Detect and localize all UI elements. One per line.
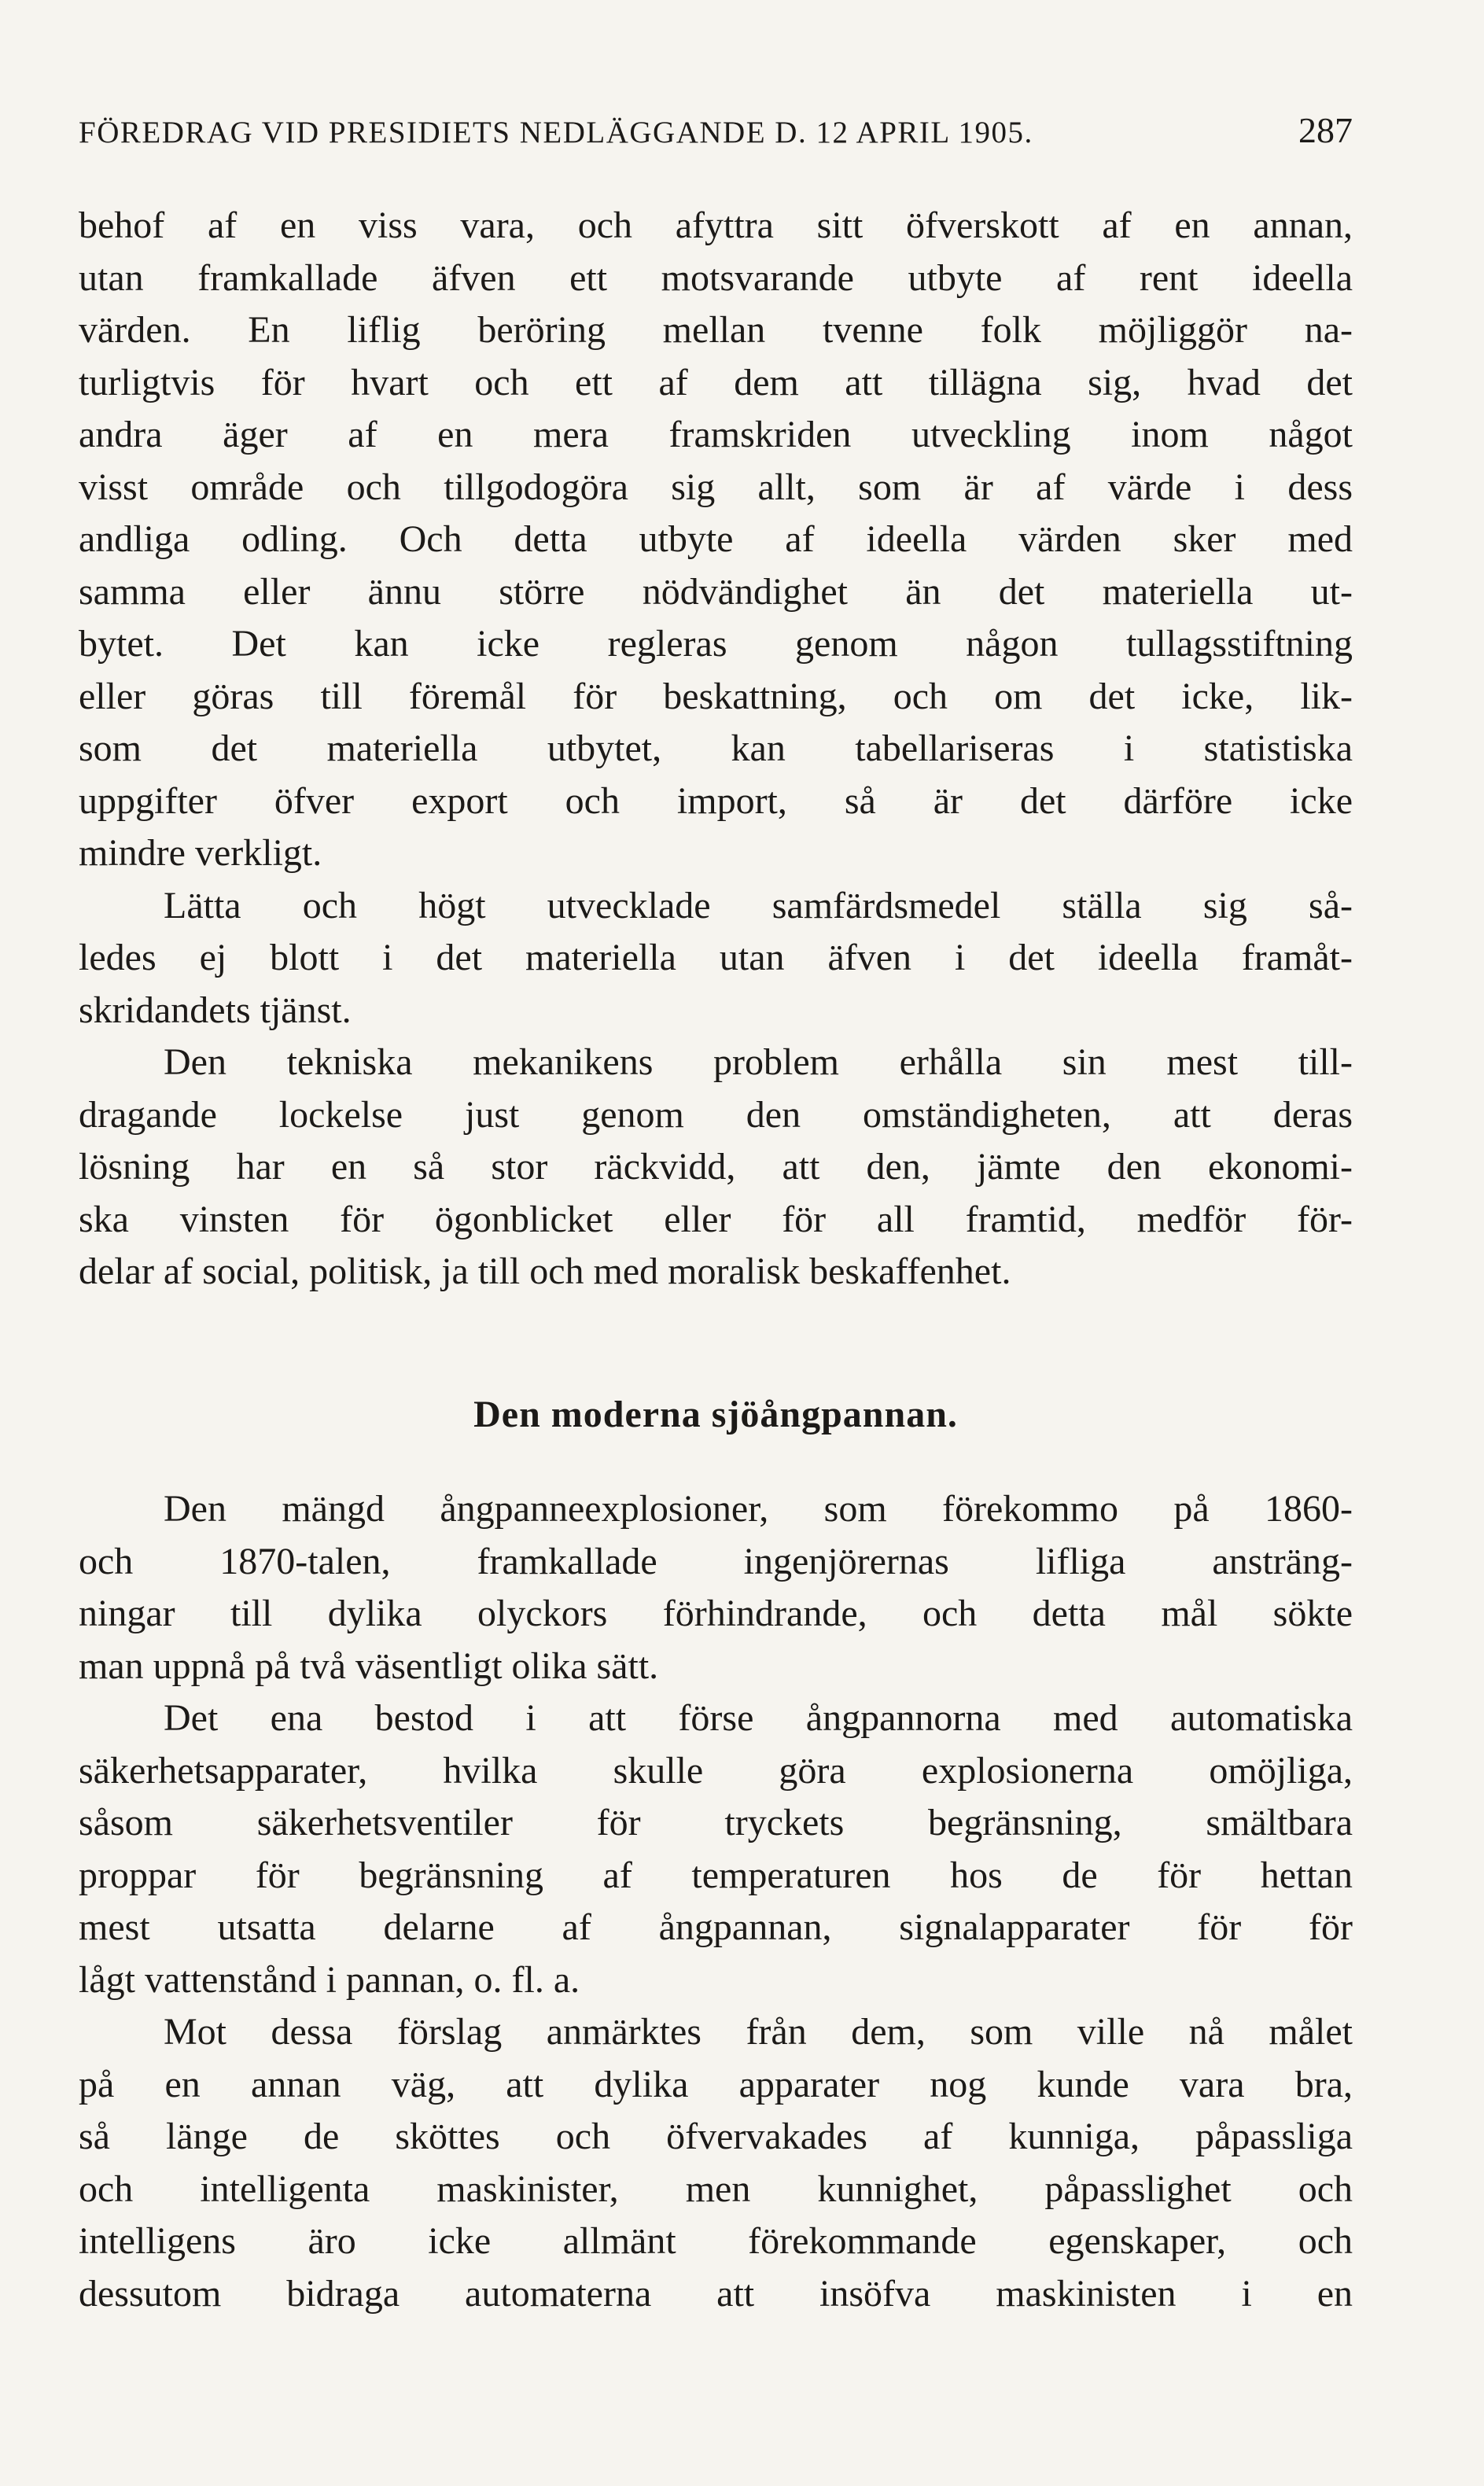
text-line: andliga odling. Och detta utbyte af ideella värden sker med: [79, 518, 1353, 560]
text-line: uppgifter öfver export och import, så är det därföre icke: [79, 779, 1353, 822]
page-number: 287: [1298, 110, 1353, 150]
text-line: som det materiella utbytet, kan tabellariseras i statistiska: [79, 727, 1353, 769]
running-title: FÖREDRAG VID PRESIDIETS NEDLÄGGANDE D. 12 APRIL 1905.: [79, 116, 1033, 149]
text-line: behof af en viss vara, och afyttra sitt öfverskott af en annan,: [79, 204, 1353, 246]
text-line: bytet. Det kan icke regleras genom någon tullagsstiftning: [79, 623, 1353, 665]
body-text-after: [79, 1483, 1353, 2320]
running-head: [79, 109, 1353, 153]
text-line: ledes ej blott i det materiella utan äfven i det ideella framåt-: [79, 937, 1353, 978]
paragraph: [79, 880, 1353, 1037]
text-line: intelligens äro icke allmänt förekommande egenskaper, och: [79, 2220, 1353, 2262]
text-line: och 1870-talen, framkallade ingenjörernas lifliga ansträng-: [79, 1540, 1353, 1582]
text-line: eller göras till föremål för beskattning, och om det icke, lik-: [79, 675, 1353, 717]
text-line: och intelligenta maskinister, men kunnighet, påpasslighet och: [79, 2167, 1353, 2210]
text-line: dragande lockelse just genom den omständigheten, att deras: [79, 1093, 1353, 1136]
text-line: turligtvis för hvart och ett af dem att tillägna sig, hvad det: [79, 361, 1353, 403]
text-line: skridandets tjänst.: [79, 989, 352, 1031]
text-line: lösning har en så stor räckvidd, att den, jämte den ekonomi-: [79, 1146, 1353, 1188]
paragraph: [79, 2006, 1353, 2320]
text-line: Mot dessa förslag anmärktes från dem, som ville nå målet: [164, 2011, 1353, 2053]
book-page: [79, 109, 1353, 2320]
text-line: lågt vattenstånd i pannan, o. fl. a.: [79, 1958, 580, 2001]
paragraph: [79, 1692, 1353, 2006]
text-line: proppar för begränsning af temperaturen hos de för hettan: [79, 1854, 1353, 1896]
text-line: på en annan väg, att dylika apparater nog kunde vara bra,: [79, 2063, 1353, 2105]
text-line: samma eller ännu större nödvändighet än det materiella ut-: [79, 570, 1353, 613]
paragraph: [79, 1037, 1353, 1298]
text-line: andra äger af en mera framskriden utveckling inom något: [79, 414, 1353, 455]
text-line: utan framkallade äfven ett motsvarande utbyte af rent ideella: [79, 256, 1353, 299]
text-line: Den tekniska mekanikens problem erhålla sin mest till-: [164, 1041, 1353, 1083]
body-text-before: [79, 200, 1353, 1298]
paragraph: [79, 1483, 1353, 1692]
text-line: ningar till dylika olyckors förhindrande, och detta mål sökte: [79, 1593, 1353, 1634]
text-line: man uppnå på två väsentligt olika sätt.: [79, 1644, 659, 1687]
text-line: ska vinsten för ögonblicket eller för all framtid, medför för-: [79, 1198, 1353, 1240]
text-line: värden. En liflig beröring mellan tvenne folk möjliggör na-: [79, 309, 1353, 351]
paragraph: [79, 200, 1353, 880]
text-line: dessutom bidraga automaterna att insöfva maskinisten i en: [79, 2272, 1353, 2315]
text-line: Den mängd ångpanneexplosioner, som förekommo på 1860-: [164, 1488, 1353, 1530]
text-line: så länge de sköttes och öfvervakades af kunniga, påpassliga: [79, 2116, 1353, 2157]
text-line: mindre verkligt.: [79, 832, 322, 874]
text-line: mest utsatta delarne af ångpannan, signalapparater för för: [79, 1906, 1353, 1948]
text-line: säkerhetsapparater, hvilka skulle göra explosionerna omöjliga,: [79, 1749, 1353, 1792]
section-heading: Den moderna sjöångpannan.: [473, 1393, 958, 1435]
text-line: visst område och tillgodogöra sig allt, som är af värde i dess: [79, 466, 1353, 508]
text-line: Det ena bestod i att förse ångpannorna med automatiska: [164, 1697, 1353, 1739]
text-line: såsom säkerhetsventiler för tryckets begränsning, smältbara: [79, 1802, 1353, 1843]
text-line: delar af social, politisk, ja till och med moralisk beskaffenhet.: [79, 1250, 1011, 1292]
text-line: Lätta och högt utvecklade samfärdsmedel ställa sig så-: [164, 884, 1353, 926]
